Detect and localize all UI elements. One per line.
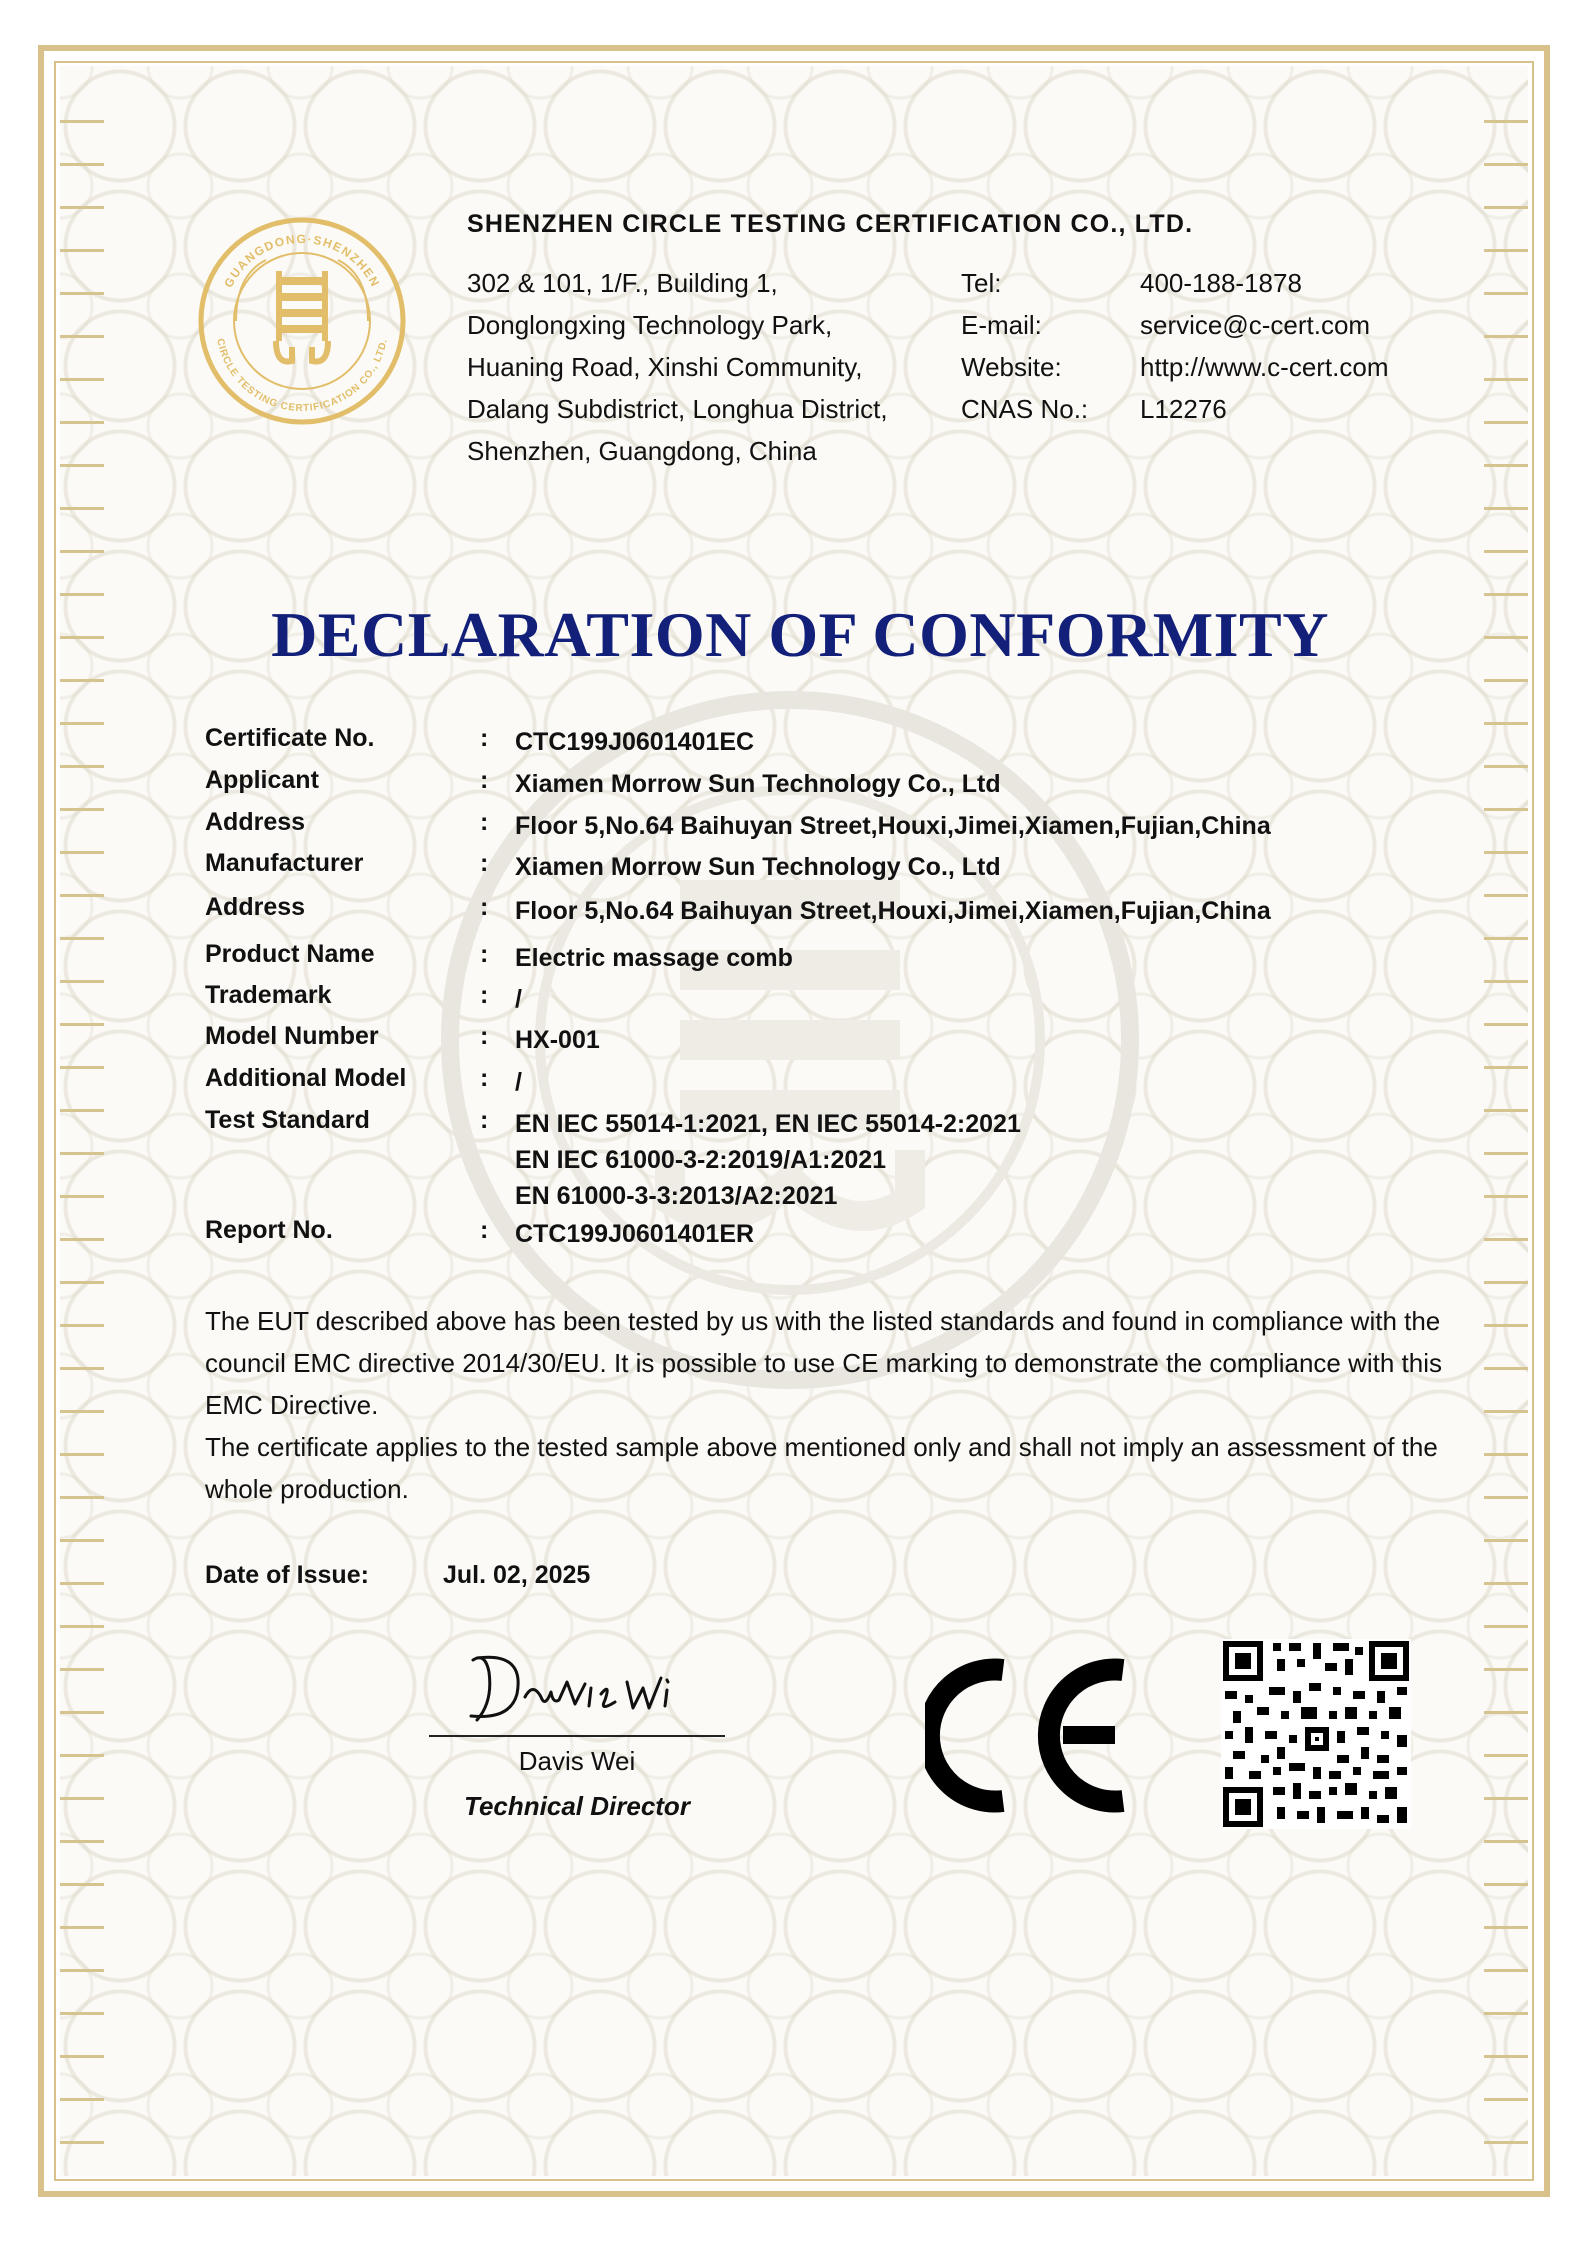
field-additional-model bbox=[205, 1064, 1415, 1100]
signature-line bbox=[429, 1735, 725, 1737]
field-label: Additional Model bbox=[205, 1064, 407, 1092]
contact-label: E-mail: bbox=[961, 310, 1042, 340]
address-line: Huaning Road, Xinshi Community, bbox=[467, 352, 863, 382]
field-value: HX-001 bbox=[515, 1026, 600, 1054]
signatory-title: Technical Director bbox=[464, 1791, 690, 1821]
standard-line: EN 61000-3-3:2013/A2:2021 bbox=[515, 1182, 838, 1210]
field-label: Address bbox=[205, 893, 306, 921]
field-colon: : bbox=[480, 940, 489, 968]
field-label: Report No. bbox=[205, 1216, 333, 1244]
address-line: Shenzhen, Guangdong, China bbox=[467, 436, 817, 466]
company-seal bbox=[196, 215, 408, 427]
contact-tel bbox=[961, 262, 1389, 304]
field-label: Certificate No. bbox=[205, 724, 375, 752]
contact-value: http://www.c-cert.com bbox=[1140, 352, 1389, 382]
seal-text-bottom: CIRCLE TESTING CERTIFICATION CO., LTD. bbox=[214, 337, 390, 415]
contact-value: service@c-cert.com bbox=[1140, 310, 1371, 340]
contact-value: 400-188-1878 bbox=[1140, 268, 1302, 298]
field-label: Address bbox=[205, 808, 306, 836]
address-line: Donglongxing Technology Park, bbox=[467, 310, 833, 340]
statement-paragraph: The EUT described above has been tested by us with the listed standards and found in compliance with the council EMC directive 2014/30/EU. It is possible to use CE marking to demonstrate the compliance with this EMC Directive. bbox=[205, 1306, 1443, 1420]
field-value: / bbox=[515, 1068, 522, 1096]
contact-cnas bbox=[961, 388, 1389, 430]
field-model-number bbox=[205, 1022, 1415, 1058]
address-line: 302 & 101, 1/F., Building 1, bbox=[467, 268, 778, 298]
field-colon: : bbox=[480, 1106, 489, 1134]
field-value: Floor 5,No.64 Baihuyan Street,Houxi,Jimei,Xiamen,Fujian,China bbox=[515, 812, 1271, 840]
signatory-name: Davis Wei bbox=[518, 1746, 636, 1776]
contact-website bbox=[961, 346, 1389, 388]
field-certificate-no bbox=[205, 724, 1415, 760]
qr-code-icon bbox=[1221, 1639, 1411, 1829]
field-applicant bbox=[205, 766, 1415, 802]
document-title: DECLARATION OF CONFORMITY bbox=[271, 599, 1329, 670]
field-colon: : bbox=[480, 849, 489, 877]
address-line: Dalang Subdistrict, Longhua District, bbox=[467, 394, 888, 424]
field-label: Product Name bbox=[205, 940, 375, 968]
field-colon: : bbox=[480, 724, 489, 752]
issuer-name: SHENZHEN CIRCLE TESTING CERTIFICATION CO., LTD. bbox=[467, 210, 1194, 238]
field-label: Test Standard bbox=[205, 1106, 370, 1134]
field-value bbox=[515, 1106, 1415, 1214]
ce-mark-icon bbox=[925, 1658, 1135, 1813]
field-colon: : bbox=[480, 1216, 489, 1244]
contact-label: Tel: bbox=[961, 268, 1002, 298]
field-colon: : bbox=[480, 1022, 489, 1050]
compliance-statement bbox=[205, 1300, 1455, 1510]
field-value: / bbox=[515, 985, 522, 1013]
field-colon: : bbox=[480, 893, 489, 921]
standard-line: EN IEC 55014-1:2021, EN IEC 55014-2:2021 bbox=[515, 1110, 1021, 1138]
field-label: Model Number bbox=[205, 1022, 379, 1050]
field-manufacturer-address bbox=[205, 893, 1415, 929]
field-colon: : bbox=[480, 808, 489, 836]
handwritten-signature bbox=[455, 1642, 685, 1732]
field-test-standard bbox=[205, 1106, 1415, 1214]
field-value: CTC199J0601401ER bbox=[515, 1220, 755, 1248]
seal-text-top: GUANGDONG·SHENZHEN bbox=[221, 231, 383, 290]
contact-label: CNAS No.: bbox=[961, 394, 1089, 424]
contact-label: Website: bbox=[961, 352, 1062, 382]
date-of-issue bbox=[205, 1561, 590, 1590]
field-value: Xiamen Morrow Sun Technology Co., Ltd bbox=[515, 770, 1001, 798]
contact-value: L12276 bbox=[1140, 394, 1227, 424]
issuer-address bbox=[467, 262, 888, 472]
standard-line: EN IEC 61000-3-2:2019/A1:2021 bbox=[515, 1146, 887, 1174]
issue-value: Jul. 02, 2025 bbox=[443, 1561, 591, 1589]
field-value: Xiamen Morrow Sun Technology Co., Ltd bbox=[515, 853, 1001, 881]
issue-label: Date of Issue: bbox=[205, 1561, 369, 1589]
field-manufacturer bbox=[205, 849, 1415, 885]
field-value: Floor 5,No.64 Baihuyan Street,Houxi,Jimei,Xiamen,Fujian,China bbox=[515, 897, 1271, 925]
field-colon: : bbox=[480, 1064, 489, 1092]
field-report-no bbox=[205, 1216, 1415, 1252]
field-trademark bbox=[205, 981, 1415, 1017]
field-label: Trademark bbox=[205, 981, 332, 1009]
field-applicant-address bbox=[205, 808, 1415, 844]
statement-paragraph: The certificate applies to the tested sample above mentioned only and shall not imply an assessment of the whole production. bbox=[205, 1432, 1438, 1504]
field-product-name bbox=[205, 940, 1415, 976]
field-label: Manufacturer bbox=[205, 849, 364, 877]
field-colon: : bbox=[480, 766, 489, 794]
field-colon: : bbox=[480, 981, 489, 1009]
field-value: Electric massage comb bbox=[515, 944, 793, 972]
contact-email bbox=[961, 304, 1389, 346]
field-value: CTC199J0601401EC bbox=[515, 728, 755, 756]
field-label: Applicant bbox=[205, 766, 319, 794]
issuer-contacts bbox=[961, 262, 1389, 430]
